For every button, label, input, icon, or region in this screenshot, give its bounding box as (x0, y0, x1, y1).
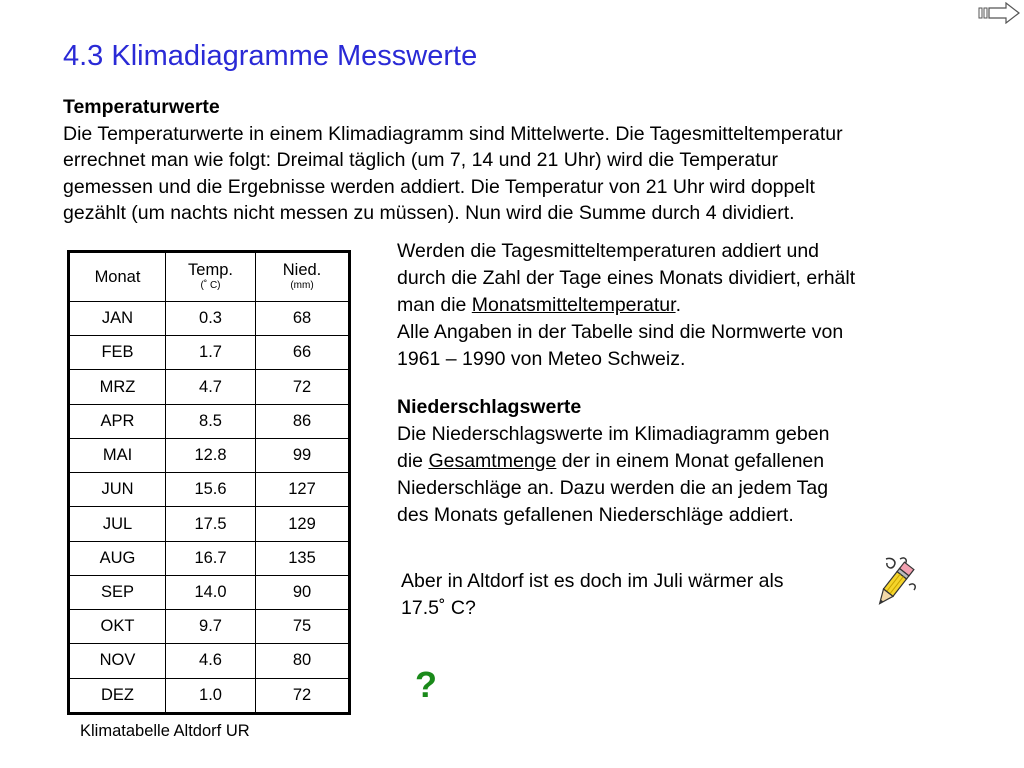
table-header-row (69, 252, 350, 302)
cell-temp: 15.6 (166, 473, 256, 507)
text-span: der in einem Monat gefallenen (556, 450, 825, 472)
table-row (69, 302, 350, 336)
header-precip-label: Nied. (282, 261, 322, 279)
paragraph-line: Die Niederschlagswerte im Klimadiagramm geben (397, 423, 830, 445)
header-month: Monat (69, 252, 166, 302)
header-temp-unit: (˚ C) (200, 280, 221, 291)
cell-month: DEZ (69, 678, 166, 713)
climate-table (67, 250, 351, 715)
cell-temp: 1.0 (166, 678, 256, 713)
header-precip (256, 252, 350, 302)
header-temp-label: Temp. (188, 261, 233, 279)
cell-month: AUG (69, 541, 166, 575)
cell-month: JAN (69, 302, 166, 336)
cell-temp: 4.6 (166, 644, 256, 678)
header-precip-unit: (mm) (290, 280, 314, 291)
term-monatsmitteltemperatur: Monatsmitteltemperatur (471, 294, 676, 316)
cell-temp: 9.7 (166, 610, 256, 644)
cell-precip: 72 (256, 678, 350, 713)
cell-month: NOV (69, 644, 166, 678)
question-text (401, 568, 861, 622)
cell-temp: 8.5 (166, 404, 256, 438)
intro-heading: Temperaturwerte (63, 96, 220, 118)
cell-temp: 17.5 (166, 507, 256, 541)
cell-precip: 66 (256, 336, 350, 370)
table-row (69, 575, 350, 609)
table-row (69, 678, 350, 713)
table-row (69, 404, 350, 438)
table-row (69, 473, 350, 507)
cell-month: SEP (69, 575, 166, 609)
cell-precip: 80 (256, 644, 350, 678)
text-span: . (675, 294, 681, 316)
cell-precip: 90 (256, 575, 350, 609)
cell-precip: 129 (256, 507, 350, 541)
cell-precip: 135 (256, 541, 350, 575)
cell-precip: 68 (256, 302, 350, 336)
cell-temp: 4.7 (166, 370, 256, 404)
monthly-mean-paragraph (397, 238, 997, 373)
paragraph-line: durch die Zahl der Tage eines Monats dividiert, erhält (397, 267, 856, 289)
cell-temp: 14.0 (166, 575, 256, 609)
term-gesamtmenge: Gesamtmenge (428, 450, 557, 472)
question-line: 17.5˚ C? (401, 597, 476, 619)
cell-temp: 0.3 (166, 302, 256, 336)
table-row (69, 336, 350, 370)
paragraph-line: des Monats gefallenen Niederschläge addiert. (397, 504, 794, 526)
paragraph-line (397, 448, 997, 475)
cell-month: OKT (69, 610, 166, 644)
intro-line: gezählt (um nachts nicht messen zu müssen). Nun wird die Summe durch 4 dividiert. (63, 202, 795, 224)
cell-month: JUL (69, 507, 166, 541)
table-row (69, 541, 350, 575)
next-slide-arrow-icon[interactable] (978, 2, 1020, 24)
paragraph-line: Werden die Tagesmitteltemperaturen addiert und (397, 240, 820, 262)
cell-month: JUN (69, 473, 166, 507)
intro-line: errechnet man wie folgt: Dreimal täglich (um 7, 14 und 21 Uhr) wird die Temperatur (63, 149, 778, 171)
table-row (69, 507, 350, 541)
pencil-icon (864, 555, 926, 613)
precipitation-heading: Niederschlagswerte (397, 396, 582, 418)
slide-title: 4.3 Klimadiagramme Messwerte (63, 40, 478, 72)
text-span: man die (397, 294, 472, 316)
cell-precip: 86 (256, 404, 350, 438)
cell-precip: 99 (256, 438, 350, 472)
header-temp (166, 252, 256, 302)
paragraph-line: Niederschläge an. Dazu werden die an jedem Tag (397, 477, 829, 499)
cell-temp: 12.8 (166, 438, 256, 472)
text-span: die (397, 450, 429, 472)
intro-line: Die Temperaturwerte in einem Klimadiagramm sind Mittelwerte. Die Tagesmitteltemperatur (63, 122, 843, 145)
paragraph-line: 1961 – 1990 von Meteo Schweiz. (397, 348, 686, 370)
table-caption: Klimatabelle Altdorf UR (80, 722, 250, 740)
table-row (69, 644, 350, 678)
cell-temp: 16.7 (166, 541, 256, 575)
cell-precip: 75 (256, 610, 350, 644)
question-mark: ? (415, 664, 437, 705)
paragraph-line (397, 292, 997, 319)
table-row (69, 610, 350, 644)
intro-text (63, 94, 1013, 227)
table-row (69, 438, 350, 472)
cell-month: MAI (69, 438, 166, 472)
paragraph-line: Alle Angaben in der Tabelle sind die Normwerte von (397, 321, 844, 343)
cell-month: MRZ (69, 370, 166, 404)
cell-temp: 1.7 (166, 336, 256, 370)
intro-line: gemessen und die Ergebnisse werden addiert. Die Temperatur von 21 Uhr wird doppelt (63, 175, 815, 198)
precipitation-paragraph (397, 394, 997, 529)
table-row (69, 370, 350, 404)
cell-precip: 72 (256, 370, 350, 404)
cell-month: APR (69, 404, 166, 438)
cell-precip: 127 (256, 473, 350, 507)
cell-month: FEB (69, 336, 166, 370)
question-line: Aber in Altdorf ist es doch im Juli wärmer als (401, 570, 784, 592)
